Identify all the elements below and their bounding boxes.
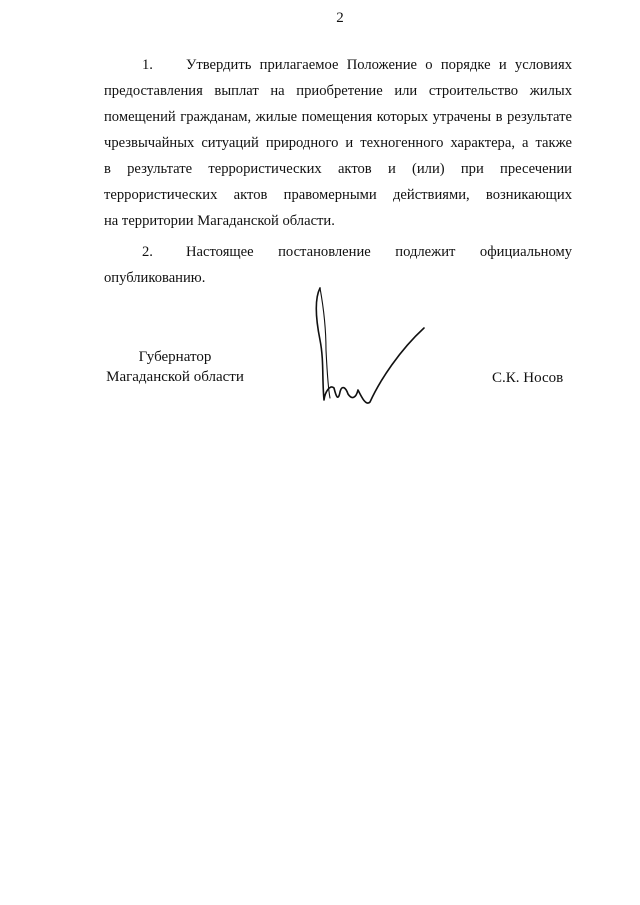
item-1-line: помещений гражданам, жилые помещения которых утрачены в результате bbox=[104, 109, 572, 125]
item-1-first-line bbox=[104, 52, 572, 78]
signatory-name: С.К. Носов bbox=[492, 370, 564, 386]
signatory-title-line-1: Губернатор bbox=[138, 349, 212, 365]
item-1-paragraph bbox=[104, 52, 572, 234]
page-number: 2 bbox=[336, 10, 344, 26]
item-1-line: чрезвычайных ситуаций природного и техногенного характера, а также bbox=[104, 135, 572, 151]
item-1-first-line-text: Утвердить прилагаемое Положение о порядке и условиях bbox=[186, 57, 572, 73]
item-2-number: 2. bbox=[142, 244, 153, 260]
item-2-last-line: опубликованию. bbox=[104, 270, 206, 286]
item-1-line: террористических актов правомерными действиями, возникающих bbox=[104, 187, 572, 203]
signatory-title bbox=[104, 347, 246, 387]
item-1-last-line: на территории Магаданской области. bbox=[104, 213, 335, 229]
handwritten-signature bbox=[300, 280, 440, 420]
item-1-number: 1. bbox=[142, 57, 153, 73]
signatory-title-line-2: Магаданской области bbox=[106, 369, 244, 385]
item-2-first-line-text: Настоящее постановление подлежит официальному bbox=[186, 244, 572, 260]
item-1-line: в результате террористических актов и (или) при пресечении bbox=[104, 161, 572, 177]
item-1-line: предоставления выплат на приобретение или строительство жилых bbox=[104, 83, 572, 99]
item-2-first-line bbox=[104, 239, 572, 265]
